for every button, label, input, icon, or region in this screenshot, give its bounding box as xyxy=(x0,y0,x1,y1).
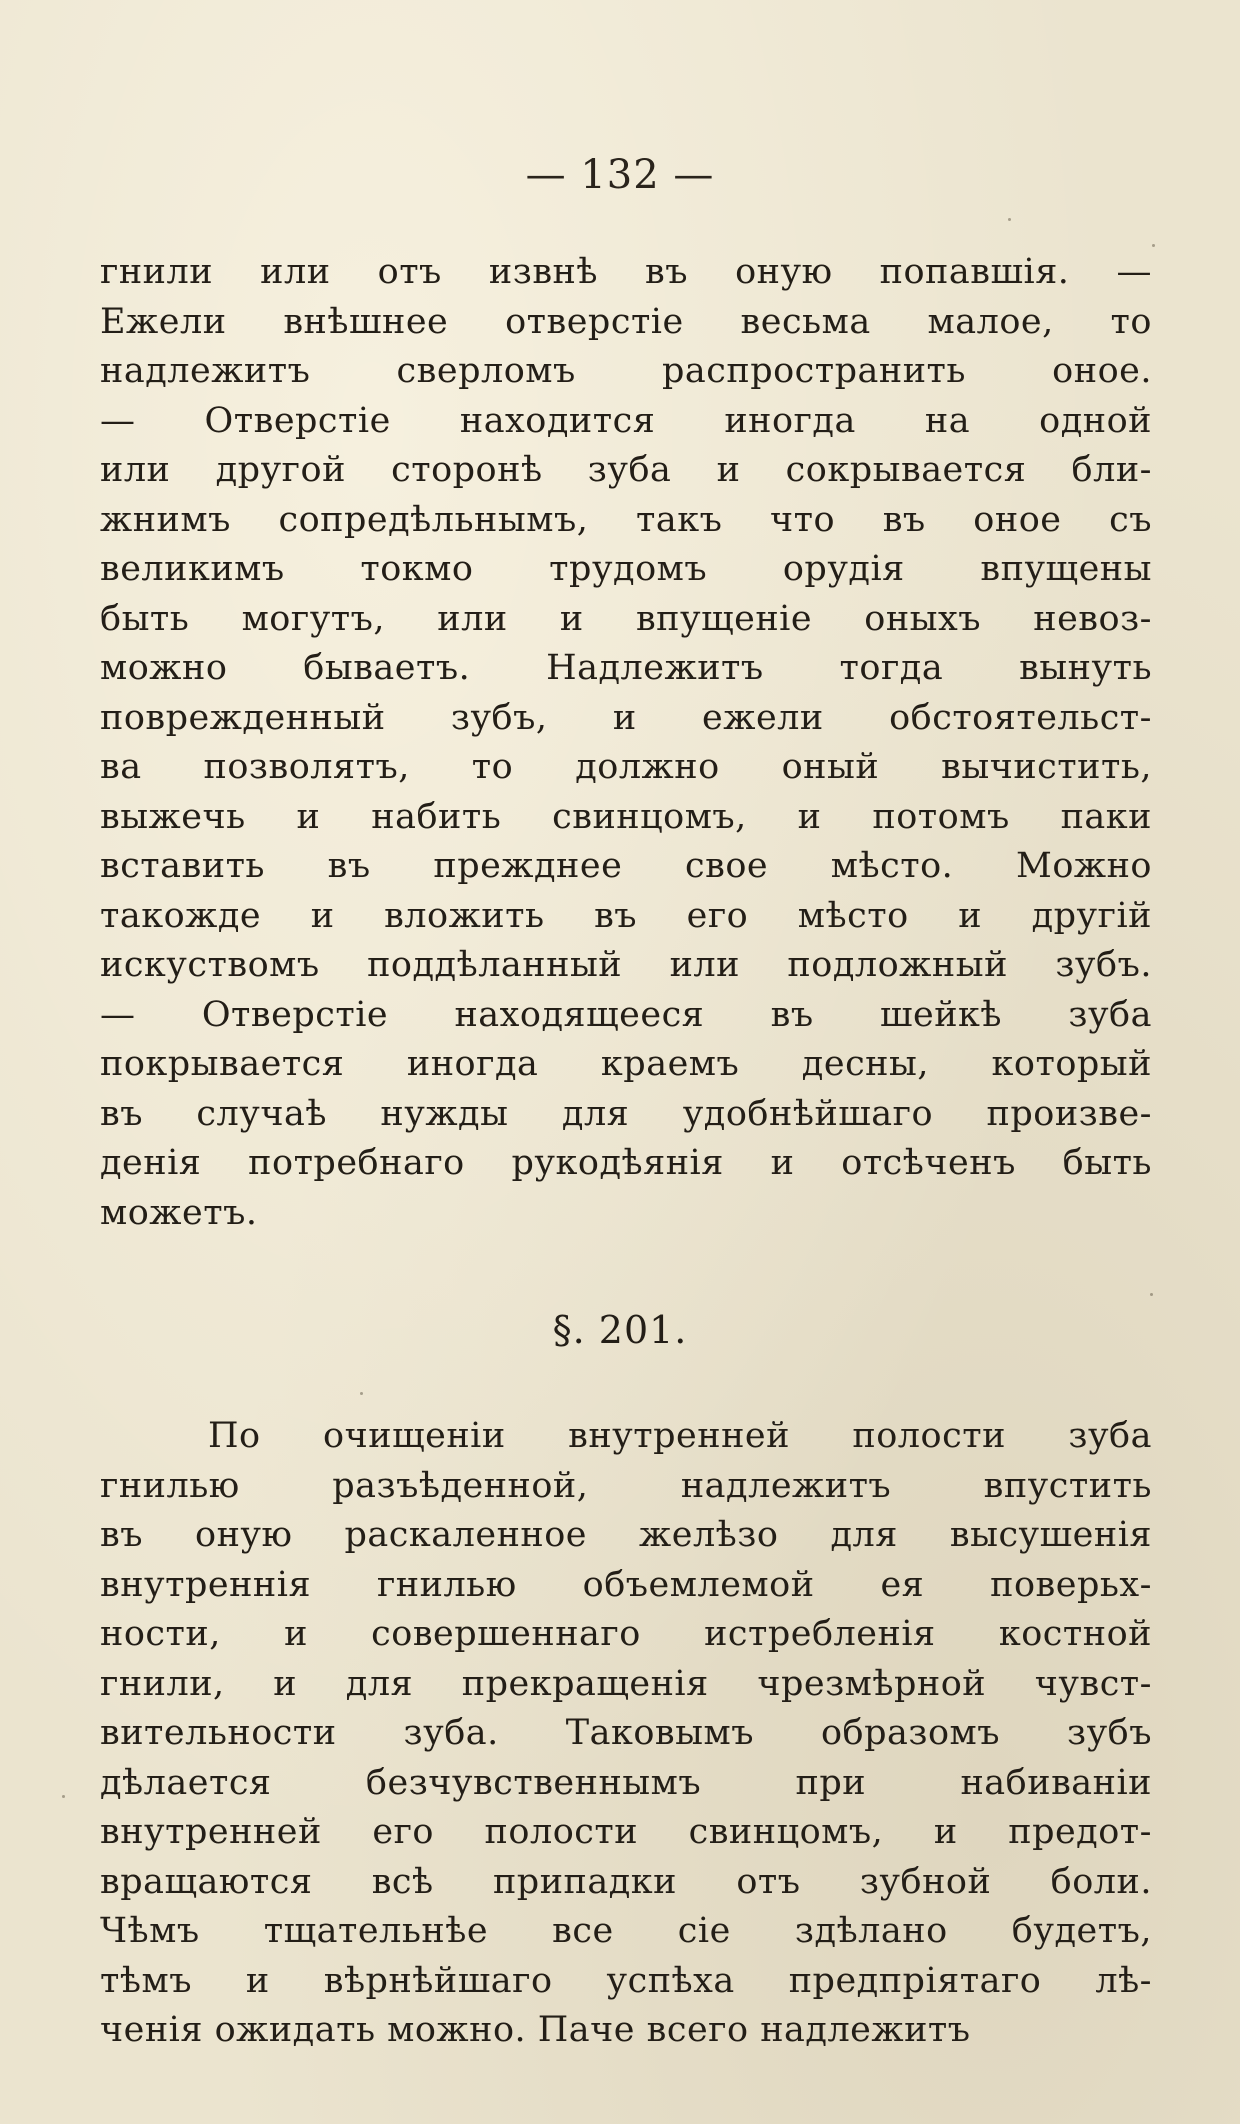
text-line: Чѣмъ тщательнѣе все сіе здѣлано будетъ, xyxy=(100,1911,1152,1951)
text-line: внутреннія гнилью объемлемой ея поверьх- xyxy=(100,1564,1152,1605)
text-line: тѣмъ и вѣрнѣйшаго успѣха предпріятаго лѣ- xyxy=(100,1960,1152,2001)
text-line: внутренней его полости свинцомъ, и предот- xyxy=(100,1812,1152,1852)
paragraph-section-201 xyxy=(100,1412,1152,2056)
text-line: Ежели внѣшнее отверстіе весьма малое, то xyxy=(100,301,1152,342)
text-line: гнилью разъѣденной, надлежитъ впустить xyxy=(100,1465,1152,1506)
text-line: надлежитъ сверломъ распространить оное. xyxy=(100,351,1152,391)
page-number-header: — 132 — xyxy=(525,152,715,198)
text-line: гнили, и для прекращенія чрезмѣрной чувст- xyxy=(100,1663,1152,1704)
text-line: По очищеніи внутренней полости зуба xyxy=(208,1416,1152,1456)
text-line: въ оную раскаленное желѣзо для высушенія xyxy=(100,1515,1152,1555)
text-line: — Отверстіе находится иногда на одной xyxy=(100,400,1152,441)
text-line: вительности зуба. Таковымъ образомъ зубъ xyxy=(100,1713,1152,1753)
ink-speck xyxy=(1152,244,1155,247)
text-line: — Отверстіе находящееся въ шейкѣ зуба xyxy=(100,994,1152,1035)
text-line: ченія ожидать можно. Паче всего надлежитъ xyxy=(100,2010,971,2050)
ink-speck xyxy=(62,1795,65,1798)
ink-speck xyxy=(360,1392,363,1395)
text-line: можно бываетъ. Надлежитъ тогда вынуть xyxy=(100,648,1152,688)
text-line: въ случаѣ нужды для удобнѣйшаго произве- xyxy=(100,1093,1152,1134)
ink-speck xyxy=(1008,218,1011,221)
text-line: поврежденный зубъ, и ежели обстоятельст- xyxy=(100,697,1152,738)
text-line: гнили или отъ извнѣ въ оную попавшія. — xyxy=(100,252,1152,292)
ink-speck xyxy=(1150,1293,1153,1296)
text-line: можетъ. xyxy=(100,1192,258,1233)
text-line: вставить въ прежднее свое мѣсто. Можно xyxy=(100,846,1152,886)
section-heading: §. 201. xyxy=(552,1308,688,1352)
text-line: такожде и вложить въ его мѣсто и другій xyxy=(100,895,1152,936)
text-line: великимъ токмо трудомъ орудія впущены xyxy=(100,549,1152,589)
text-line: вращаются всѣ припадки отъ зубной боли. xyxy=(100,1861,1152,1902)
text-line: ва позволятъ, то должно оный вычистить, xyxy=(100,747,1152,787)
text-line: денія потребнаго рукодѣянія и отсѣченъ быть xyxy=(100,1143,1152,1183)
paragraph-continuation xyxy=(100,248,1152,1238)
text-line: ности, и совершеннаго истребленія костной xyxy=(100,1614,1152,1654)
text-line: дѣлается безчувственнымъ при набиваніи xyxy=(100,1762,1152,1803)
text-line: быть могутъ, или и впущеніе оныхъ невоз- xyxy=(100,598,1152,639)
text-line: покрывается иногда краемъ десны, который xyxy=(100,1044,1152,1084)
text-line: или другой сторонѣ зуба и сокрывается бли- xyxy=(100,450,1152,490)
text-line: выжечь и набить свинцомъ, и потомъ паки xyxy=(100,796,1152,837)
text-line: искуствомъ поддѣланный или подложный зубъ. xyxy=(100,945,1152,985)
text-line: жнимъ сопредѣльнымъ, такъ что въ оное съ xyxy=(100,499,1152,540)
